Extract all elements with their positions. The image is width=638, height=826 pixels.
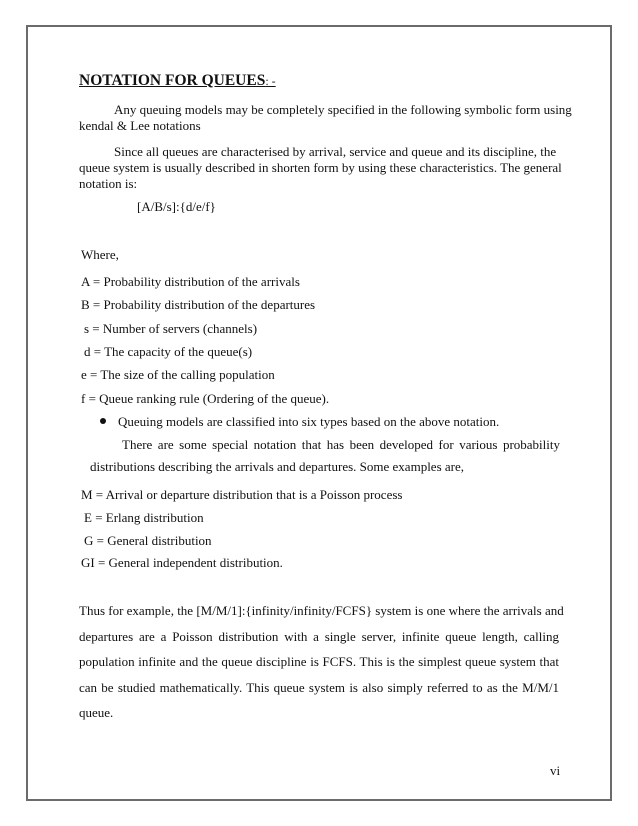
intro-p2-line3: notation is: (79, 176, 138, 191)
example-m: M = Arrival or departure distribution that is a Poisson process (81, 487, 403, 502)
notation-formula: [A/B/s]:{d/e/f} (137, 199, 216, 214)
definition-d: d = The capacity of the queue(s) (84, 344, 253, 359)
special-notation-line1: There are some special notation that has been developed for various probability (122, 437, 560, 452)
page-heading (79, 72, 276, 90)
page-number: vi (550, 763, 561, 778)
example-g: G = General distribution (84, 533, 212, 548)
heading-title: NOTATION FOR QUEUES (79, 72, 266, 89)
intro-p2-line2: queue system is usually described in shorten form by using these characteristics. The general (79, 160, 562, 175)
definition-f: f = Queue ranking rule (Ordering of the queue). (81, 391, 330, 406)
definition-s: s = Number of servers (channels) (84, 321, 258, 336)
intro-p1-line2: kendal & Lee notations (79, 118, 201, 133)
bullet-text: Queuing models are classified into six types based on the above notation. (118, 414, 500, 429)
heading-suffix: : - (265, 74, 276, 88)
definition-e: e = The size of the calling population (81, 367, 275, 382)
closing-line3: population infinite and the queue discipline is FCFS. This is the simplest queue system that (79, 654, 559, 669)
example-gi: GI = General independent distribution. (81, 555, 283, 570)
intro-p1-line1: Any queuing models may be completely specified in the following symbolic form using (114, 102, 572, 117)
bullet-icon (100, 418, 106, 424)
definition-a: A = Probability distribution of the arrivals (81, 274, 300, 289)
where-label: Where, (81, 247, 119, 262)
closing-line2: departures are a Poisson distribution with a single server, infinite queue length, calling (79, 629, 559, 644)
intro-p2-line1: Since all queues are characterised by arrival, service and queue and its discipline, the (114, 144, 557, 159)
definition-b: B = Probability distribution of the departures (81, 297, 316, 312)
closing-line4: can be studied mathematically. This queue system is also simply referred to as the M/M/1 (79, 680, 559, 695)
example-e: E = Erlang distribution (84, 510, 204, 525)
closing-line5: queue. (79, 705, 114, 720)
special-notation-line2: distributions describing the arrivals and departures. Some examples are, (90, 459, 465, 474)
closing-line1: Thus for example, the [M/M/1]:{infinity/infinity/FCFS} system is one where the arrivals and (79, 603, 564, 618)
